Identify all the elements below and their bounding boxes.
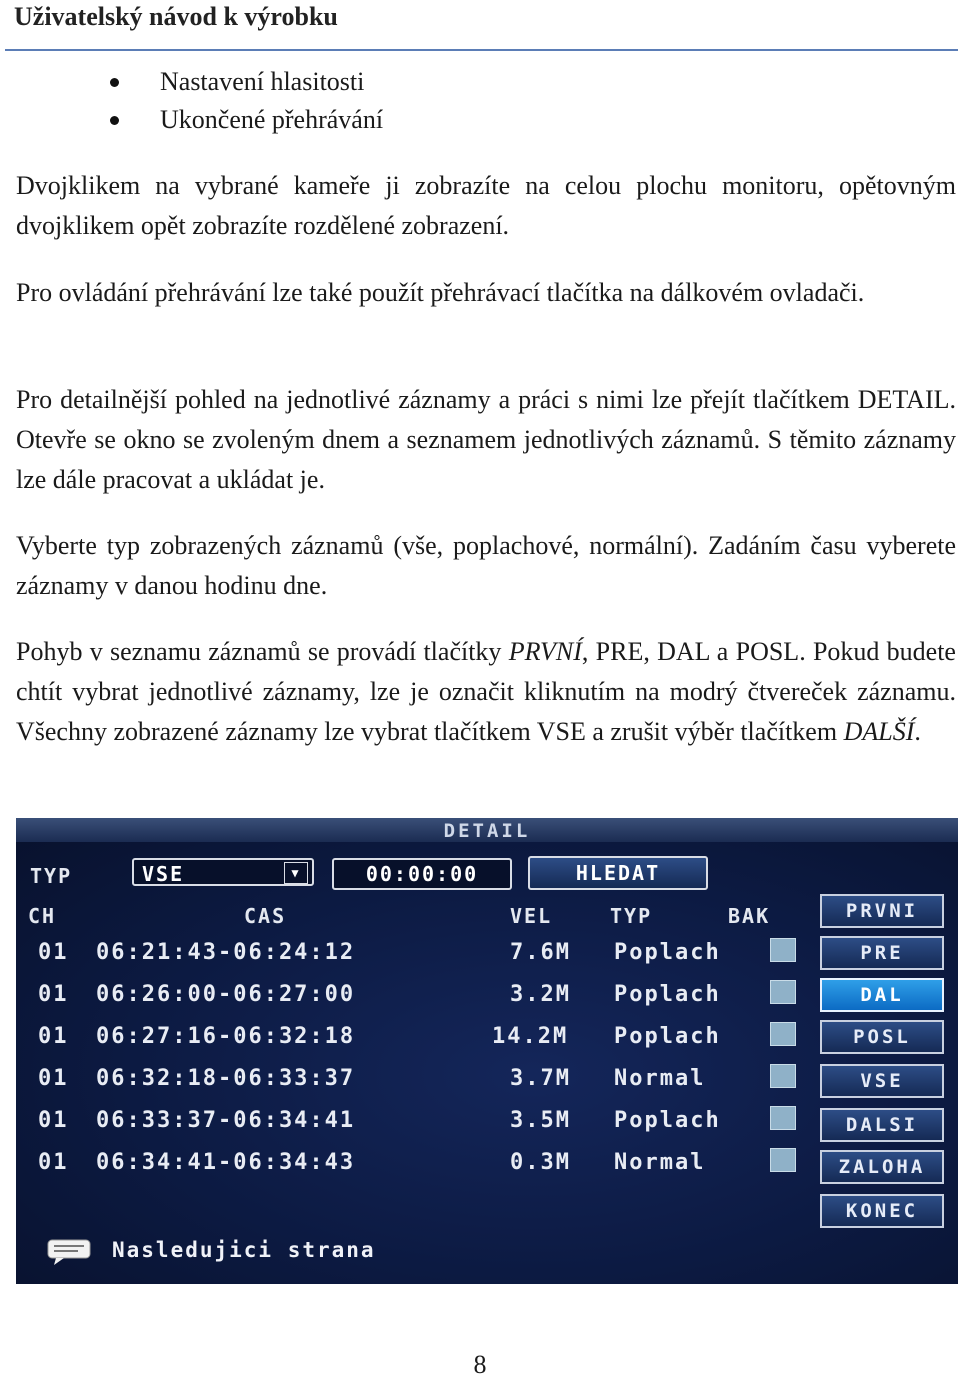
row-cas: 06:21:43-06:24:12 (96, 940, 356, 965)
row-checkbox[interactable] (770, 938, 796, 962)
paragraph-5 (16, 632, 956, 752)
page-number: 8 (473, 1350, 487, 1379)
backup-button[interactable]: ZALOHA (820, 1150, 944, 1184)
row-typ: Normal (614, 1066, 706, 1091)
prev-button[interactable]: PRE (820, 936, 944, 970)
row-ch: 01 (38, 1150, 69, 1175)
row-ch: 01 (38, 1024, 69, 1049)
row-vel: 3.7M (510, 1066, 571, 1091)
row-cas: 06:26:00-06:27:00 (96, 982, 356, 1007)
row-ch: 01 (38, 982, 69, 1007)
row-checkbox[interactable] (770, 1022, 796, 1046)
paragraph-5-prvni: PRVNÍ (508, 637, 582, 666)
column-bak: BAK (728, 904, 771, 928)
column-ch: CH (28, 904, 57, 928)
row-checkbox[interactable] (770, 980, 796, 1004)
row-cas: 06:33:37-06:34:41 (96, 1108, 356, 1133)
paragraph-1: Dvojklikem na vybrané kameře ji zobrazíte na celou plochu monitoru, opětovným dvojklikem opět zobrazíte rozdělené zobrazení. (16, 171, 956, 240)
row-vel: 0.3M (510, 1150, 571, 1175)
document-title: Uživatelský návod k výrobku (14, 2, 338, 31)
column-vel: VEL (510, 904, 553, 928)
paragraph-3: Pro detailnější pohled na jednotlivé záznamy a práci s nimi lze přejít tlačítkem DETAIL. Otevře se okno se zvoleným dnem a seznamem jednotlivých záznamů. S těmito záznamy lze dále pracovat a ukládat je. (16, 385, 956, 494)
dvr-detail-screenshot (16, 818, 958, 1284)
column-typ: TYP (610, 904, 653, 928)
row-typ: Poplach (614, 982, 721, 1007)
message-icon (46, 1238, 92, 1266)
paragraph-5-text: Pohyb v seznamu záznamů se provádí tlačítky (16, 637, 509, 666)
more-button[interactable]: DALSI (820, 1108, 944, 1142)
row-ch: 01 (38, 1108, 69, 1133)
row-ch: 01 (38, 1066, 69, 1091)
row-typ: Poplach (614, 1024, 721, 1049)
next-button[interactable]: DAL (820, 978, 944, 1012)
row-cas: 06:32:18-06:33:37 (96, 1066, 356, 1091)
exit-button[interactable]: KONEC (820, 1194, 944, 1228)
row-typ: Normal (614, 1150, 706, 1175)
type-select-value: VSE (142, 862, 185, 886)
row-vel: 14.2M (492, 1024, 569, 1049)
paragraph-4: Vyberte typ zobrazených záznamů (vše, poplachové, normální). Zadáním času vyberete záznamy v danou hodinu dne. (16, 531, 956, 600)
paragraph-5-dalsi: DALŠÍ (843, 717, 915, 746)
row-vel: 3.2M (510, 982, 571, 1007)
search-button[interactable]: HLEDAT (528, 856, 708, 890)
typ-label: TYP (30, 864, 73, 888)
paragraph-2: Pro ovládání přehrávání lze také použít přehrávací tlačítka na dálkovém ovladači. (16, 278, 865, 307)
header-divider (5, 49, 958, 51)
row-vel: 7.6M (510, 940, 571, 965)
paragraph-5-text: . (914, 717, 921, 746)
bullet-list (160, 63, 383, 139)
row-ch: 01 (38, 940, 69, 965)
dvr-title: DETAIL (443, 820, 531, 842)
status-message: Nasledujici strana (112, 1238, 376, 1262)
first-button[interactable]: PRVNI (820, 894, 944, 928)
row-checkbox[interactable] (770, 1064, 796, 1088)
select-all-button[interactable]: VSE (820, 1064, 944, 1098)
list-item: Ukončené přehrávání (160, 101, 383, 139)
type-select[interactable] (132, 858, 314, 886)
row-checkbox[interactable] (770, 1148, 796, 1172)
list-item: Nastavení hlasitosti (160, 63, 383, 101)
row-typ: Poplach (614, 1108, 721, 1133)
row-vel: 3.5M (510, 1108, 571, 1133)
last-button[interactable]: POSL (820, 1020, 944, 1054)
row-typ: Poplach (614, 940, 721, 965)
row-checkbox[interactable] (770, 1106, 796, 1130)
paragraph-5-text: , PRE, DAL a POSL. Pokud budete chtít vybrat jednotlivé záznamy, lze je označit kliknutím na modrý čtvereček záznamu. Všechny zobrazené záznamy lze vybrat tlačítkem VSE a zrušit výběr tlačítkem (16, 637, 956, 746)
row-cas: 06:27:16-06:32:18 (96, 1024, 356, 1049)
row-cas: 06:34:41-06:34:43 (96, 1150, 356, 1175)
chevron-down-icon[interactable]: ▼ (284, 862, 308, 884)
column-cas: CAS (244, 904, 287, 928)
time-input[interactable]: 00:00:00 (332, 858, 512, 890)
